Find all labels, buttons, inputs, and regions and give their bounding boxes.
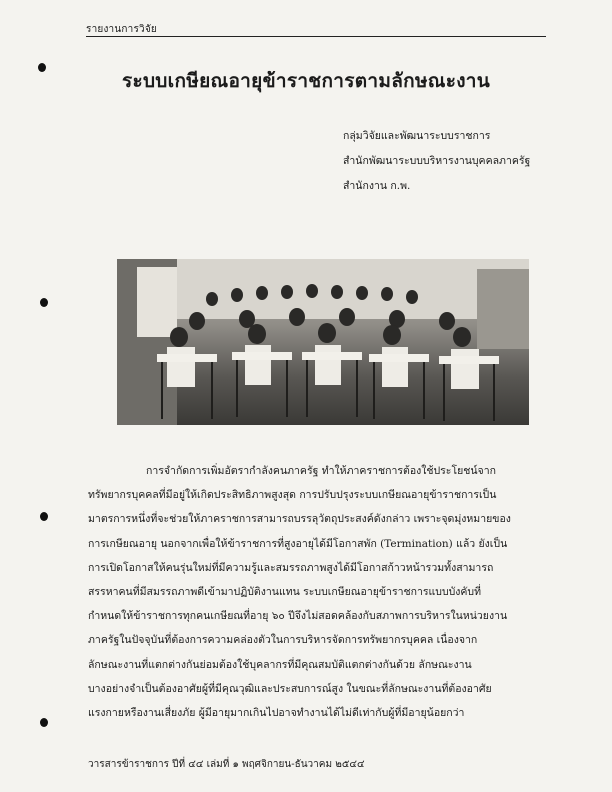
body-line: กำหนดให้ข้าราชการทุกคนเกษียณที่อายุ ๖๐ ปีจึงไม่สอดคล้องกับสภาพการบริหารในหน่วยงาน — [88, 610, 508, 623]
body-line: ภาครัฐในปัจจุบันที่ต้องการความคล่องตัวในการบริหารจัดการทรัพยากรบุคคล เนื่องจาก — [88, 634, 478, 647]
header-rule — [86, 36, 546, 37]
seminar-photo-illustration — [117, 259, 529, 425]
body-line: ทรัพยากรบุคคลที่มีอยู่ให้เกิดประสิทธิภาพสูงสุด การปรับปรุงระบบเกษียณอายุข้าราชการเป็น — [88, 489, 497, 502]
byline-line: สำนักงาน ก.พ. — [343, 180, 411, 192]
body-line: บางอย่างจำเป็นต้องอาศัยผู้ที่มีคุณวุฒิและประสบการณ์สูง ในขณะที่ลักษณะงานที่ต้องอาศัย — [88, 682, 492, 695]
body-line: มาตรการหนึ่งที่จะช่วยให้ภาคราชการสามารถบรรลุวัตถุประสงค์ดังกล่าว เพราะจุดมุ่งหมายของ — [88, 513, 511, 526]
seminar-photo — [117, 259, 529, 425]
binder-hole — [40, 512, 48, 521]
running-header: รายงานการวิจัย — [86, 24, 157, 35]
body-line: การเปิดโอกาสให้คนรุ่นใหม่ที่มีความรู้และสมรรถภาพสูงได้มีโอกาสก้าวหน้ารวมทั้งสามารถ — [88, 561, 494, 574]
body-line: การเกษียณอายุ นอกจากเพื่อให้ข้าราชการที่สูงอายุได้มีโอกาสพัก (Termination) แล้ว ยังเป็น — [88, 537, 508, 550]
binder-hole — [40, 718, 48, 727]
body-line: สรรหาคนที่มีสมรรถภาพดีเข้ามาปฏิบัติงานแทน ระบบเกษียณอายุข้าราชการแบบบังคับที่ — [88, 586, 482, 599]
byline-line: กลุ่มวิจัยและพัฒนาระบบราชการ — [343, 130, 491, 142]
byline-line: สำนักพัฒนาระบบบริหารงานบุคคลภาครัฐ — [343, 155, 531, 167]
body-line: ลักษณะงานที่แตกต่างกันย่อมต้องใช้บุคลากรที่มีคุณสมบัติแตกต่างกันด้วย ลักษณะงาน — [88, 658, 472, 671]
article-title: ระบบเกษียณอายุข้าราชการตามลักษณะงาน — [121, 70, 491, 92]
body-line: แรงกายหรืองานเสี่ยงภัย ผู้มีอายุมากเกินไปอาจทำงานได้ไม่ดีเท่ากับผู้ที่มีอายุน้อยกว่า — [88, 707, 465, 720]
page-footer: วารสารข้าราชการ ปีที่ ๔๔ เล่มที่ ๑ พฤศจิกายน-ธันวาคม ๒๕๔๔ — [88, 759, 365, 770]
body-line: การจำกัดการเพิ่มอัตรากำลังคนภาครัฐ ทำให้ภาคราชการต้องใช้ประโยชน์จาก — [146, 465, 496, 477]
article-body — [88, 459, 540, 725]
binder-hole — [40, 298, 48, 307]
byline — [343, 124, 530, 199]
